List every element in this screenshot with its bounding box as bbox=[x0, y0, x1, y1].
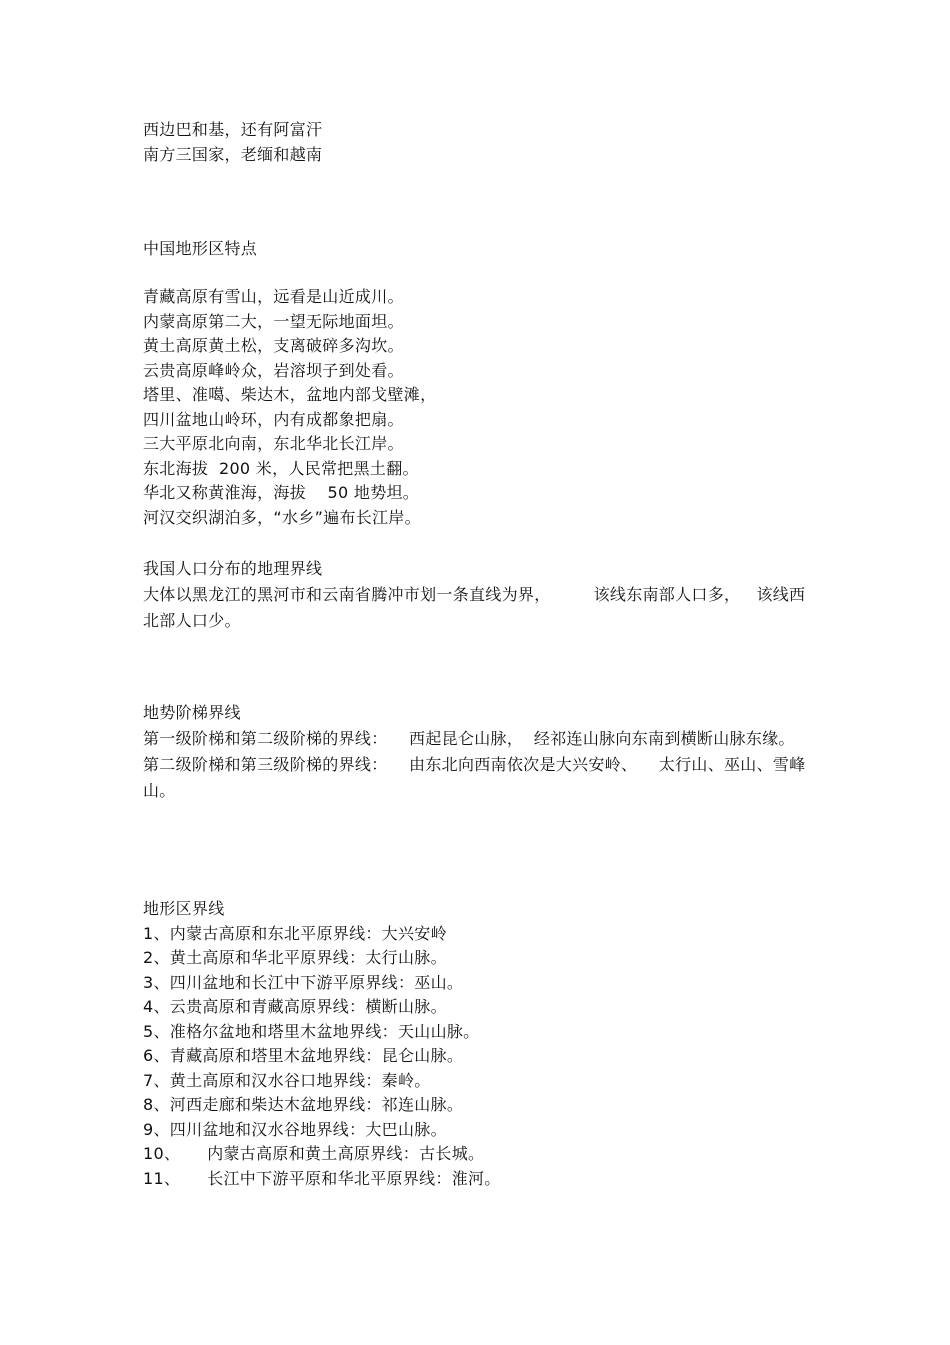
intro-section bbox=[143, 118, 813, 167]
list-item: 5、准格尔盆地和塔里木盆地界线：天山山脉。 bbox=[143, 1021, 480, 1041]
terrain-boundaries-section bbox=[143, 897, 813, 1191]
verse-line: 华北又称黄淮海，海拔 50 地势坦。 bbox=[143, 483, 420, 502]
paragraph: 第一级阶梯和第二级阶梯的界线： 西起昆仑山脉， 经祁连山脉向东南到横断山脉东缘。 bbox=[143, 728, 795, 748]
intro-line: 南方三国家，老缅和越南 bbox=[143, 144, 323, 164]
section-heading: 地势阶梯界线 bbox=[143, 703, 241, 722]
list-item: 3、四川盆地和长江中下游平原界线：巫山。 bbox=[143, 972, 464, 992]
list-item: 2、黄土高原和华北平原界线：太行山脉。 bbox=[143, 948, 447, 967]
verse-line: 黄土高原黄土松，支离破碎多沟坎。 bbox=[143, 336, 404, 355]
verse-line: 青藏高原有雪山，远看是山近成川。 bbox=[143, 287, 404, 306]
verse-line: 河汉交织湖泊多，“水乡”遍布长江岸。 bbox=[143, 507, 421, 527]
paragraph: 第二级阶梯和第三级阶梯的界线： 由东北向西南依次是大兴安岭、 太行山、巫山、雪峰山。 bbox=[143, 754, 806, 800]
verse-line: 塔里、准噶、柴达木，盆地内部戈壁滩， bbox=[143, 385, 437, 404]
intro-line: 西边巴和基，还有阿富汗 bbox=[143, 120, 323, 139]
verse-line: 四川盆地山岭环，内有成都象把扇。 bbox=[143, 409, 404, 429]
terrain-steps-section bbox=[143, 701, 813, 804]
population-line-section bbox=[143, 557, 813, 634]
list-item: 9、四川盆地和汉水谷地界线：大巴山脉。 bbox=[143, 1119, 447, 1139]
terrain-features-section bbox=[143, 285, 813, 530]
paragraph: 大体以黑龙江的黑河市和云南省腾冲市划一条直线为界， 该线东南部人口多， 该线西北部人口少。 bbox=[143, 584, 806, 630]
verse-line: 三大平原北向南，东北华北长江岸。 bbox=[143, 434, 404, 453]
list-item: 6、青藏高原和塔里木盆地界线：昆仑山脉。 bbox=[143, 1046, 464, 1065]
list-item: 10、 内蒙古高原和黄土高原界线：古长城。 bbox=[143, 1144, 485, 1163]
verse-line: 内蒙高原第二大，一望无际地面坦。 bbox=[143, 311, 404, 331]
list-item: 1、内蒙古高原和东北平原界线：大兴安岭 bbox=[143, 923, 447, 943]
terrain-features-heading-block bbox=[143, 237, 813, 262]
verse-line: 东北海拔 200 米，人民常把黑土翻。 bbox=[143, 458, 419, 478]
list-item: 8、河西走廊和柴达木盆地界线：祁连山脉。 bbox=[143, 1095, 464, 1114]
list-item: 7、黄土高原和汉水谷口地界线：秦岭。 bbox=[143, 1070, 431, 1090]
list-item: 4、云贵高原和青藏高原界线：横断山脉。 bbox=[143, 997, 447, 1016]
section-heading: 地形区界线 bbox=[143, 899, 225, 918]
verse-line: 云贵高原峰岭众，岩溶坝子到处看。 bbox=[143, 360, 404, 380]
section-heading: 我国人口分布的地理界线 bbox=[143, 559, 323, 578]
list-item: 11、 长江中下游平原和华北平原界线：淮河。 bbox=[143, 1168, 501, 1188]
section-heading: 中国地形区特点 bbox=[143, 239, 258, 258]
